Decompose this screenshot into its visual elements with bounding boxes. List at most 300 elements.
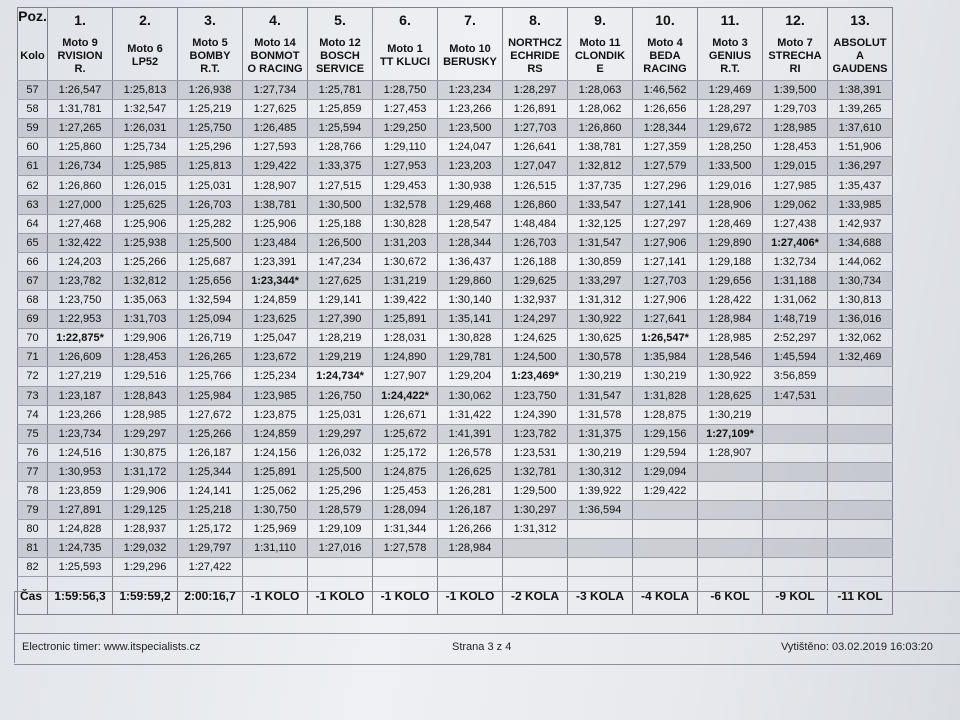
lap-time-cell: 1:32,812 <box>568 157 633 176</box>
lap-time-cell: 1:31,828 <box>633 386 698 405</box>
lap-time-cell: 1:25,984 <box>178 386 243 405</box>
lap-time-cell: 1:26,500 <box>308 233 373 252</box>
lap-time-cell <box>828 424 893 443</box>
total-time-cell: 1:59:59,2 <box>113 577 178 615</box>
lap-time-cell: 1:51,906 <box>828 138 893 157</box>
lap-time-cell: 1:26,719 <box>178 329 243 348</box>
lap-time-cell <box>698 539 763 558</box>
lap-time-cell: 1:25,172 <box>178 520 243 539</box>
team-name <box>48 32 113 81</box>
team-name-line: CLONDIK <box>574 49 626 62</box>
lap-time-cell: 1:29,204 <box>438 367 503 386</box>
lap-time-cell: 1:31,312 <box>568 291 633 310</box>
lap-time-cell: 1:26,703 <box>178 195 243 214</box>
lap-time-cell: 2:52,297 <box>763 329 828 348</box>
lap-row <box>18 81 893 100</box>
lap-time-cell: 1:23,344* <box>243 271 308 290</box>
lap-time-cell: 1:27,625 <box>243 100 308 119</box>
lap-time-cell: 1:26,281 <box>438 481 503 500</box>
lap-time-cell <box>568 520 633 539</box>
lap-time-cell: 1:22,875* <box>48 329 113 348</box>
total-time-row <box>18 577 893 615</box>
lap-time-cell: 1:29,188 <box>698 252 763 271</box>
lap-time-cell: 1:38,391 <box>828 81 893 100</box>
lap-time-cell: 1:28,250 <box>698 138 763 157</box>
team-name-line: ABSOLUT <box>833 36 887 49</box>
lap-row <box>18 100 893 119</box>
lap-time-cell: 1:25,906 <box>113 214 178 233</box>
team-name <box>308 32 373 81</box>
lap-time-cell: 1:23,203 <box>438 157 503 176</box>
lap-time-cell: 1:36,594 <box>568 501 633 520</box>
lap-time-cell <box>763 539 828 558</box>
lap-time-cell: 1:39,922 <box>568 481 633 500</box>
position-number: 6. <box>373 8 438 33</box>
lap-time-cell: 1:31,219 <box>373 271 438 290</box>
lap-time-cell: 1:30,625 <box>568 329 633 348</box>
lap-time-cell: 1:29,890 <box>698 233 763 252</box>
lap-time-cell: 1:29,781 <box>438 348 503 367</box>
lap-row <box>18 233 893 252</box>
team-name-line: E <box>596 62 604 75</box>
lap-time-cell: 1:29,656 <box>698 271 763 290</box>
lap-number: 65 <box>18 233 48 252</box>
lap-time-cell: 1:28,984 <box>698 310 763 329</box>
lap-time-cell: 1:23,734 <box>48 424 113 443</box>
team-name-line: GAUDENS <box>832 62 888 75</box>
lap-time-cell: 1:26,187 <box>438 501 503 520</box>
total-time-cell: -4 KOLA <box>633 577 698 615</box>
lap-time-cell: 1:25,282 <box>178 214 243 233</box>
lap-time-cell: 1:24,875 <box>373 462 438 481</box>
lap-time-cell: 1:24,297 <box>503 310 568 329</box>
lap-row <box>18 405 893 424</box>
team-name <box>113 32 178 81</box>
lap-time-cell: 1:25,266 <box>178 424 243 443</box>
lap-time-cell: 1:31,781 <box>48 100 113 119</box>
lap-time-cell: 1:26,860 <box>503 195 568 214</box>
lap-time-cell: 1:27,422 <box>178 558 243 577</box>
lap-time-cell: 1:24,141 <box>178 481 243 500</box>
lap-time-cell: 1:37,610 <box>828 119 893 138</box>
lap-time-cell: 1:32,469 <box>828 348 893 367</box>
lap-number: 64 <box>18 214 48 233</box>
lap-time-cell: 1:30,859 <box>568 252 633 271</box>
lap-time-cell <box>828 386 893 405</box>
total-time-cell: -1 KOLO <box>243 577 308 615</box>
total-time-cell: -1 KOLO <box>438 577 503 615</box>
lap-time-cell <box>828 462 893 481</box>
lap-time-cell: 1:29,110 <box>373 138 438 157</box>
print-timestamp: Vytištěno: 03.02.2019 16:03:20 <box>781 641 933 653</box>
lap-time-cell: 1:32,062 <box>828 329 893 348</box>
lap-time-cell: 1:32,781 <box>503 462 568 481</box>
lap-row <box>18 195 893 214</box>
lap-time-cell: 1:26,734 <box>48 157 113 176</box>
lap-time-cell <box>503 539 568 558</box>
lap-number: 75 <box>18 424 48 443</box>
lap-time-cell: 1:25,031 <box>178 176 243 195</box>
lap-time-cell: 1:26,188 <box>503 252 568 271</box>
lap-time-cell <box>828 558 893 577</box>
lap-time-cell: 1:23,750 <box>503 386 568 405</box>
total-time-cell: -6 KOL <box>698 577 763 615</box>
team-name <box>633 32 698 81</box>
lap-time-cell <box>763 520 828 539</box>
lap-time-cell: 1:26,671 <box>373 405 438 424</box>
team-name <box>503 32 568 81</box>
lap-time-cell: 1:23,750 <box>48 291 113 310</box>
team-name-line: BEDA <box>649 49 681 62</box>
lap-time-cell: 1:39,265 <box>828 100 893 119</box>
lap-time-cell: 1:29,422 <box>243 157 308 176</box>
lap-time-cell: 1:35,141 <box>438 310 503 329</box>
lap-time-cell: 1:24,828 <box>48 520 113 539</box>
lap-time-cell: 1:29,109 <box>308 520 373 539</box>
lap-row <box>18 501 893 520</box>
lap-row <box>18 424 893 443</box>
lap-time-cell: 1:25,969 <box>243 520 308 539</box>
lap-time-cell: 1:27,593 <box>243 138 308 157</box>
lap-time-cell: 1:30,219 <box>568 367 633 386</box>
team-name-line: LP52 <box>131 56 159 68</box>
position-number: 8. <box>503 8 568 33</box>
lap-time-cell: 1:30,297 <box>503 501 568 520</box>
lap-time-cell: 1:23,625 <box>243 310 308 329</box>
lap-time-cell: 1:27,297 <box>633 214 698 233</box>
lap-number: 71 <box>18 348 48 367</box>
lap-time-cell: 1:23,875 <box>243 405 308 424</box>
team-name-line: Moto 6 <box>127 43 163 55</box>
team-name-line: R.T. <box>200 62 220 75</box>
lap-time-cell <box>373 558 438 577</box>
lap-time-cell: 1:28,906 <box>698 195 763 214</box>
team-name-line: Moto 11 <box>579 36 621 49</box>
lap-time-cell <box>763 501 828 520</box>
lap-time-cell: 1:25,218 <box>178 501 243 520</box>
lap-time-cell: 1:26,265 <box>178 348 243 367</box>
team-name-line: STRECHA <box>768 49 822 62</box>
lap-number: 74 <box>18 405 48 424</box>
lap-time-cell: 1:24,625 <box>503 329 568 348</box>
lap-row <box>18 252 893 271</box>
lap-time-cell: 1:31,703 <box>113 310 178 329</box>
lap-time-cell: 1:28,453 <box>763 138 828 157</box>
lap-time-cell: 1:33,547 <box>568 195 633 214</box>
team-name <box>568 32 633 81</box>
lap-time-cell: 1:36,437 <box>438 252 503 271</box>
lap-time-cell: 1:27,579 <box>633 157 698 176</box>
lap-time-cell: 1:26,187 <box>178 443 243 462</box>
lap-time-cell: 1:26,891 <box>503 100 568 119</box>
lap-time-cell: 1:33,985 <box>828 195 893 214</box>
team-name-line: Moto 10 <box>449 43 491 55</box>
position-number: 3. <box>178 8 243 33</box>
team-name <box>178 32 243 81</box>
lap-time-cell: 1:26,032 <box>308 443 373 462</box>
lap-number: 67 <box>18 271 48 290</box>
team-name-line: Moto 9 <box>62 36 98 49</box>
lap-time-cell: 1:29,094 <box>633 462 698 481</box>
team-name-line: RI <box>789 62 801 75</box>
lap-time-cell: 1:31,547 <box>568 233 633 252</box>
lap-time-cell: 1:27,406* <box>763 233 828 252</box>
lap-time-cell: 1:25,266 <box>113 252 178 271</box>
lap-time-cell: 1:27,625 <box>308 271 373 290</box>
total-time-cell: -9 KOL <box>763 577 828 615</box>
lap-time-cell: 1:26,015 <box>113 176 178 195</box>
total-time-cell: -1 KOLO <box>308 577 373 615</box>
lap-number: 79 <box>18 501 48 520</box>
lap-time-cell: 1:23,391 <box>243 252 308 271</box>
lap-time-cell: 1:26,266 <box>438 520 503 539</box>
lap-time-cell: 1:25,453 <box>373 481 438 500</box>
lap-time-cell: 1:25,891 <box>243 462 308 481</box>
lap-time-cell: 1:28,985 <box>113 405 178 424</box>
lap-time-cell: 1:27,703 <box>503 119 568 138</box>
lap-time-cell: 1:35,063 <box>113 291 178 310</box>
lap-time-cell <box>828 520 893 539</box>
lap-number: 73 <box>18 386 48 405</box>
team-header-row <box>18 32 893 81</box>
team-name-line: A <box>856 49 864 62</box>
lap-row <box>18 119 893 138</box>
lap-time-cell <box>828 501 893 520</box>
lap-time-cell: 1:25,219 <box>178 100 243 119</box>
lap-number: 57 <box>18 81 48 100</box>
lap-time-cell: 1:25,891 <box>373 310 438 329</box>
lap-number: 63 <box>18 195 48 214</box>
team-name-line: Moto 7 <box>777 36 813 49</box>
lap-time-cell <box>763 481 828 500</box>
lap-time-cell: 1:39,500 <box>763 81 828 100</box>
lap-time-cell: 1:25,172 <box>373 443 438 462</box>
team-name <box>698 32 763 81</box>
lap-time-cell: 1:25,062 <box>243 481 308 500</box>
lap-time-cell: 1:31,062 <box>763 291 828 310</box>
lap-time-cell: 1:27,734 <box>243 81 308 100</box>
lap-time-cell: 1:30,578 <box>568 348 633 367</box>
lap-time-cell: 1:32,578 <box>373 195 438 214</box>
lap-time-cell <box>568 558 633 577</box>
lap-row <box>18 214 893 233</box>
lap-time-cell: 1:29,141 <box>308 291 373 310</box>
lap-time-cell: 1:23,985 <box>243 386 308 405</box>
lap-time-cell: 1:24,390 <box>503 405 568 424</box>
total-time-cell: -1 KOLO <box>373 577 438 615</box>
lap-time-cell: 1:30,219 <box>698 405 763 424</box>
lap-time-cell: 1:29,032 <box>113 539 178 558</box>
lap-number: 80 <box>18 520 48 539</box>
team-name-line: TT KLUCI <box>379 56 431 68</box>
lap-number: 68 <box>18 291 48 310</box>
lap-time-cell <box>633 558 698 577</box>
lap-time-cell: 1:25,859 <box>308 100 373 119</box>
lap-row <box>18 348 893 367</box>
lap-time-cell: 1:29,297 <box>113 424 178 443</box>
lap-time-cell: 1:28,062 <box>568 100 633 119</box>
lap-time-cell: 1:28,344 <box>633 119 698 138</box>
lap-time-cell: 1:33,375 <box>308 157 373 176</box>
lap-number: 69 <box>18 310 48 329</box>
lap-time-cell <box>503 558 568 577</box>
lap-time-cell: 1:30,813 <box>828 291 893 310</box>
lap-time-cell <box>828 367 893 386</box>
lap-time-cell: 1:24,890 <box>373 348 438 367</box>
lap-time-cell: 1:30,062 <box>438 386 503 405</box>
lap-time-cell: 1:47,531 <box>763 386 828 405</box>
lap-time-cell: 1:38,781 <box>243 195 308 214</box>
lap-time-cell: 1:24,203 <box>48 252 113 271</box>
lap-time-cell: 1:29,797 <box>178 539 243 558</box>
lap-number: 78 <box>18 481 48 500</box>
lap-time-cell: 1:28,063 <box>568 81 633 100</box>
lap-time-cell: 1:23,469* <box>503 367 568 386</box>
footer-divider <box>14 591 960 592</box>
lap-time-cell: 1:24,500 <box>503 348 568 367</box>
lap-time-cell: 1:29,296 <box>113 558 178 577</box>
lap-time-cell: 1:30,922 <box>568 310 633 329</box>
lap-time-cell: 1:32,594 <box>178 291 243 310</box>
lap-time-cell: 1:26,625 <box>438 462 503 481</box>
position-number: 11. <box>698 8 763 33</box>
team-name-line: NORTHCZ <box>508 36 562 49</box>
lap-time-cell: 1:25,813 <box>178 157 243 176</box>
lap-time-cell: 1:25,625 <box>113 195 178 214</box>
lap-time-cell <box>763 405 828 424</box>
lap-number: 59 <box>18 119 48 138</box>
lap-time-cell <box>828 405 893 424</box>
lap-time-cell: 1:26,485 <box>243 119 308 138</box>
lap-time-cell: 1:29,015 <box>763 157 828 176</box>
lap-time-cell: 1:28,344 <box>438 233 503 252</box>
team-name-line: RVISION <box>57 49 103 62</box>
lap-time-cell: 1:23,782 <box>48 271 113 290</box>
lap-time-cell: 1:27,016 <box>308 539 373 558</box>
lap-row <box>18 176 893 195</box>
lap-time-cell: 1:31,312 <box>503 520 568 539</box>
team-name-line: Moto 12 <box>319 36 361 49</box>
lap-time-cell: 1:25,938 <box>113 233 178 252</box>
total-time-cell: 1:59:56,3 <box>48 577 113 615</box>
lap-row <box>18 138 893 157</box>
lap-time-cell: 1:31,547 <box>568 386 633 405</box>
lap-row <box>18 481 893 500</box>
team-name-line: BOMBY <box>189 49 231 62</box>
lap-time-cell: 1:30,734 <box>828 271 893 290</box>
lap-time-cell: 1:29,672 <box>698 119 763 138</box>
team-name-line: BONMOT <box>250 49 300 62</box>
poz-label: Poz. <box>18 8 48 33</box>
lap-time-cell: 1:25,031 <box>308 405 373 424</box>
lap-time-cell: 1:28,297 <box>503 81 568 100</box>
lap-time-cell: 1:27,468 <box>48 214 113 233</box>
lap-time-cell: 1:27,906 <box>633 291 698 310</box>
lap-row <box>18 462 893 481</box>
lap-time-cell <box>763 424 828 443</box>
lap-time-cell: 1:29,906 <box>113 329 178 348</box>
position-number: 10. <box>633 8 698 33</box>
lap-time-cell: 1:25,734 <box>113 138 178 157</box>
lap-time-cell: 1:30,500 <box>308 195 373 214</box>
lap-time-cell: 1:29,250 <box>373 119 438 138</box>
lap-row <box>18 558 893 577</box>
lap-time-cell: 1:29,125 <box>113 501 178 520</box>
lap-time-cell: 1:27,296 <box>633 176 698 195</box>
lap-time-cell: 1:29,516 <box>113 367 178 386</box>
position-number: 9. <box>568 8 633 33</box>
lap-time-cell: 1:47,234 <box>308 252 373 271</box>
lap-time-cell: 1:27,515 <box>308 176 373 195</box>
lap-row <box>18 367 893 386</box>
position-header-row <box>18 8 893 33</box>
lap-time-cell <box>633 539 698 558</box>
lap-time-cell: 1:23,500 <box>438 119 503 138</box>
lap-time-cell: 1:28,843 <box>113 386 178 405</box>
lap-time-cell: 1:26,609 <box>48 348 113 367</box>
lap-time-cell: 1:23,266 <box>438 100 503 119</box>
team-name <box>763 32 828 81</box>
lap-time-cell: 1:30,953 <box>48 462 113 481</box>
lap-number: 77 <box>18 462 48 481</box>
lap-time-cell: 1:34,688 <box>828 233 893 252</box>
lap-time-cell: 1:27,641 <box>633 310 698 329</box>
lap-time-cell: 1:23,531 <box>503 443 568 462</box>
lap-number: 81 <box>18 539 48 558</box>
lap-time-cell: 1:25,750 <box>178 119 243 138</box>
lap-time-cell <box>633 501 698 520</box>
lap-time-cell: 1:25,296 <box>178 138 243 157</box>
lap-time-cell: 1:48,484 <box>503 214 568 233</box>
lap-row <box>18 520 893 539</box>
lap-time-cell: 1:31,375 <box>568 424 633 443</box>
lap-time-cell: 1:29,468 <box>438 195 503 214</box>
lap-number: 60 <box>18 138 48 157</box>
lap-time-cell: 1:30,922 <box>698 367 763 386</box>
lap-time-cell: 1:27,891 <box>48 501 113 520</box>
lap-time-cell <box>763 558 828 577</box>
lap-time-cell <box>698 481 763 500</box>
lap-time-cell: 1:26,860 <box>48 176 113 195</box>
team-name-line: RACING <box>643 62 687 75</box>
lap-time-cell <box>698 501 763 520</box>
lap-time-cell: 1:26,547 <box>48 81 113 100</box>
team-name-line: Moto 1 <box>387 43 423 55</box>
lap-time-cell: 3:56,859 <box>763 367 828 386</box>
lap-time-cell: 1:30,219 <box>568 443 633 462</box>
timer-credit: Electronic timer: www.itspecialists.cz <box>22 641 201 653</box>
lap-time-cell: 1:27,953 <box>373 157 438 176</box>
lap-time-cell: 1:46,562 <box>633 81 698 100</box>
lap-time-cell: 1:27,985 <box>763 176 828 195</box>
lap-time-cell: 1:27,672 <box>178 405 243 424</box>
lap-time-cell: 1:30,828 <box>438 329 503 348</box>
lap-number: 70 <box>18 329 48 348</box>
lap-time-cell: 1:28,546 <box>698 348 763 367</box>
lap-time-cell: 1:38,781 <box>568 138 633 157</box>
lap-number: 61 <box>18 157 48 176</box>
lap-time-cell: 1:26,750 <box>308 386 373 405</box>
lap-row <box>18 386 893 405</box>
lap-row <box>18 443 893 462</box>
lap-time-cell <box>763 462 828 481</box>
lap-time-cell: 1:28,907 <box>698 443 763 462</box>
lap-time-cell: 1:42,937 <box>828 214 893 233</box>
lap-time-cell <box>243 558 308 577</box>
lap-time-cell <box>698 558 763 577</box>
lap-time-cell: 1:24,516 <box>48 443 113 462</box>
team-name <box>438 32 503 81</box>
